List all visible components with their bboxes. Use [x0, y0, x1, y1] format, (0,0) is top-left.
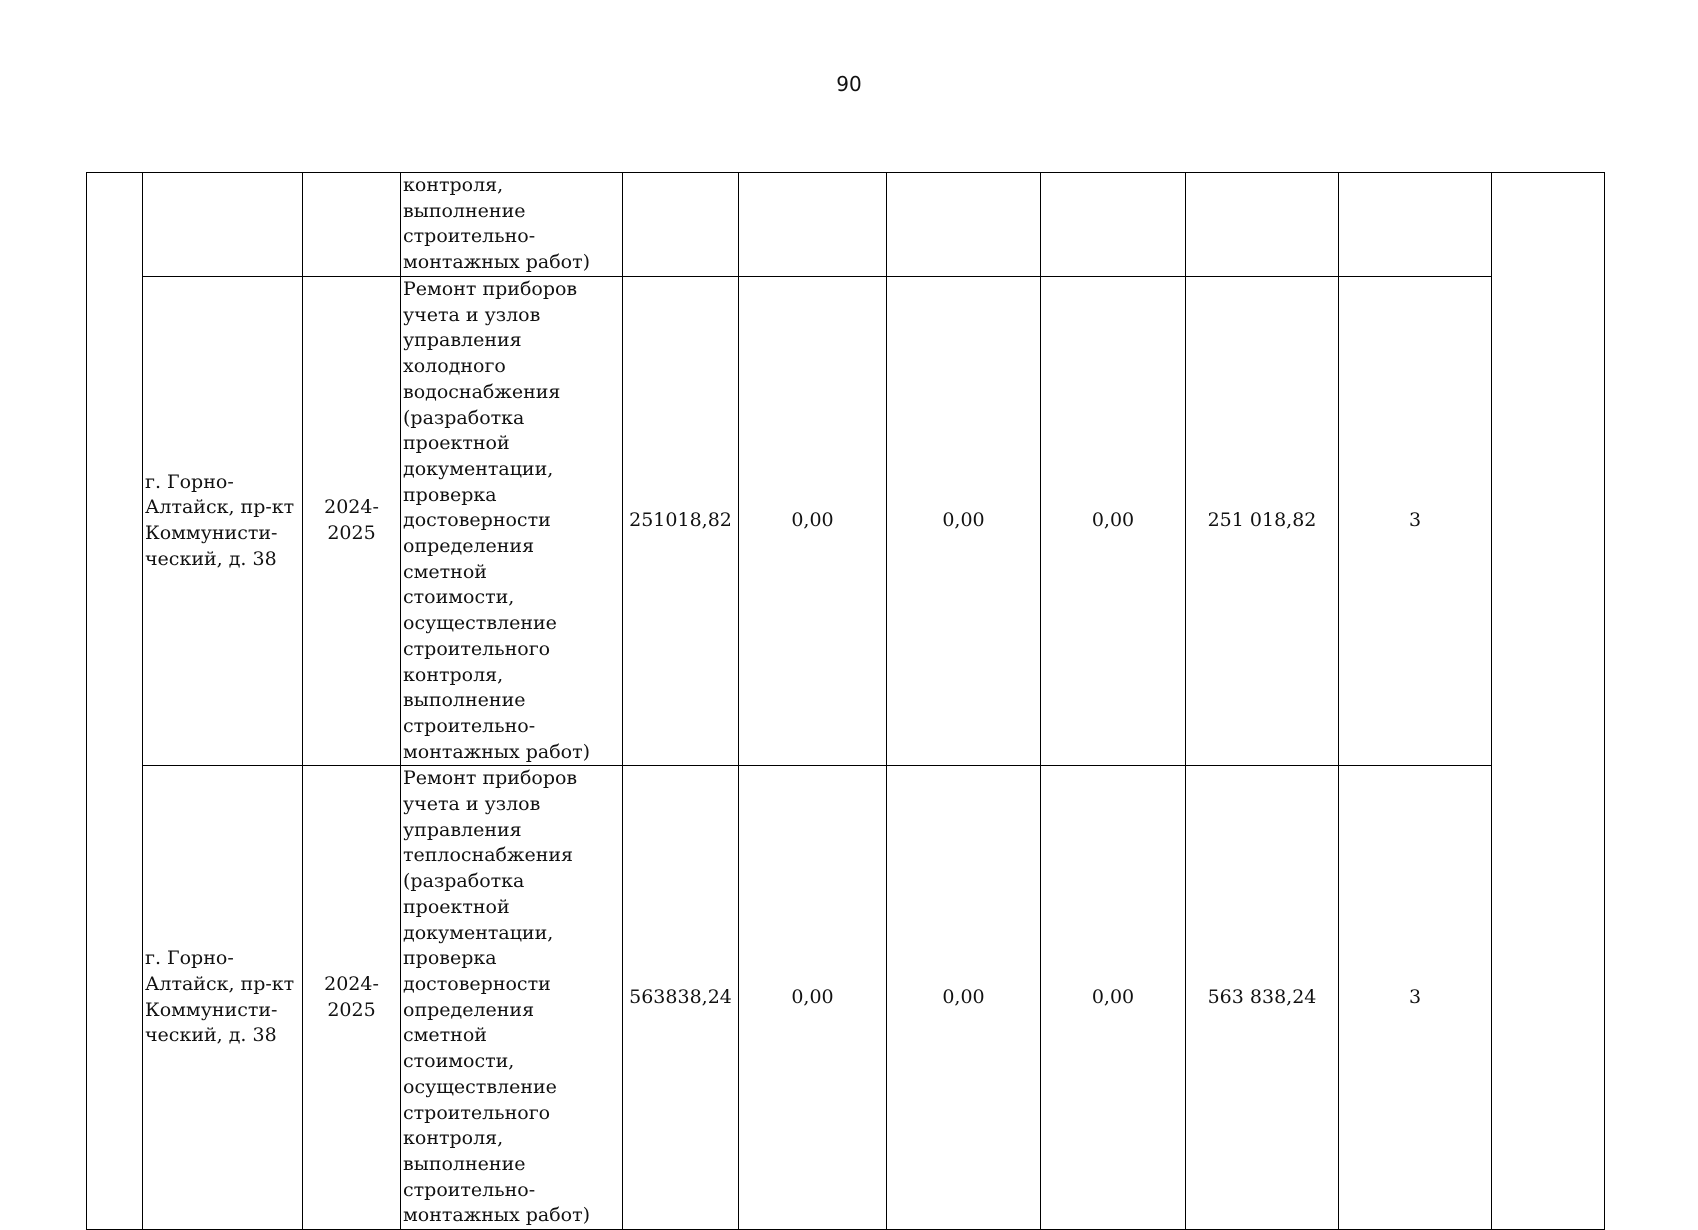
address-line: Коммунисти- [145, 998, 278, 1021]
work-line: стоимости, [403, 586, 515, 609]
work-line: управления [403, 818, 522, 841]
work-line: монтажных работ) [403, 740, 591, 763]
work-line: строительного [403, 1101, 551, 1124]
funding-a-cell [739, 173, 887, 277]
table-row [87, 173, 1605, 277]
work-line: определения сметной [403, 535, 535, 583]
funding-b-cell: 0,00 [887, 766, 1041, 1230]
total-cost-cell: 251018,82 [623, 277, 739, 766]
last-column-cell [1492, 173, 1605, 1230]
work-description-cell [401, 173, 623, 277]
work-description-cell [401, 766, 623, 1230]
address-line: г. Горно- [145, 947, 234, 970]
work-line: теплоснабжения [403, 844, 574, 867]
work-line: монтажных работ) [403, 1204, 591, 1227]
funding-a-cell: 0,00 [739, 277, 887, 766]
work-line: осуществление [403, 612, 557, 635]
work-line: строительного [403, 637, 551, 660]
work-line: строительно- [403, 714, 536, 737]
work-line: Ремонт приборов [403, 767, 578, 790]
work-line: документации, [403, 921, 554, 944]
count-cell: 3 [1339, 766, 1492, 1230]
work-line: контроля, выполнение [403, 663, 526, 712]
total-cost-cell: 563838,24 [623, 766, 739, 1230]
work-line: монтажных работ) [403, 251, 591, 274]
work-line: учета и узлов [403, 303, 541, 326]
address-line: ческий, д. 38 [145, 547, 277, 570]
work-line: контроля, выполнение [403, 1127, 526, 1175]
funding-d-cell: 251 018,82 [1186, 277, 1339, 766]
funding-c-cell [1041, 173, 1186, 277]
funding-a-cell: 0,00 [739, 766, 887, 1230]
work-line: (разработка проектной [403, 870, 525, 918]
funding-b-cell [887, 173, 1041, 277]
work-line: строительно- [403, 225, 536, 248]
funding-d-cell: 563 838,24 [1186, 766, 1339, 1230]
address-line: г. Горно- [145, 470, 234, 493]
works-table [86, 172, 1605, 1230]
work-line: строительно- [403, 1178, 536, 1201]
work-line: проверка [403, 483, 497, 506]
work-line: учета и узлов [403, 793, 541, 816]
work-line: достоверности [403, 972, 551, 995]
address-line: Коммунисти- [145, 522, 278, 545]
work-line: достоверности [403, 509, 551, 532]
work-description-cell [401, 277, 623, 766]
work-line: определения сметной [403, 998, 535, 1047]
work-line: (разработка проектной [403, 406, 525, 455]
table-row [87, 277, 1605, 766]
address-line: Алтайск, пр-кт [145, 496, 295, 519]
work-line: контроля, выполнение [403, 174, 526, 222]
funding-c-cell: 0,00 [1041, 766, 1186, 1230]
period-cell [303, 173, 401, 277]
work-line: управления холодного [403, 329, 522, 378]
count-cell [1339, 173, 1492, 277]
total-cost-cell [623, 173, 739, 277]
number-cell [87, 173, 143, 1230]
period-cell: 2024-2025 [303, 766, 401, 1230]
work-line: осуществление [403, 1075, 557, 1098]
page-number: 90 [836, 72, 862, 96]
address-cell [143, 766, 303, 1230]
work-line: стоимости, [403, 1050, 515, 1073]
address-line: Алтайск, пр-кт [145, 972, 295, 995]
period-cell: 2024-2025 [303, 277, 401, 766]
work-line: Ремонт приборов [403, 278, 578, 300]
work-line: водоснабжения [403, 380, 561, 403]
funding-b-cell: 0,00 [887, 277, 1041, 766]
work-line: проверка [403, 947, 497, 970]
funding-c-cell: 0,00 [1041, 277, 1186, 766]
funding-d-cell [1186, 173, 1339, 277]
address-cell [143, 277, 303, 766]
count-cell: 3 [1339, 277, 1492, 766]
work-line: документации, [403, 457, 554, 480]
address-cell [143, 173, 303, 277]
table-row [87, 766, 1605, 1230]
address-line: ческий, д. 38 [145, 1024, 277, 1047]
